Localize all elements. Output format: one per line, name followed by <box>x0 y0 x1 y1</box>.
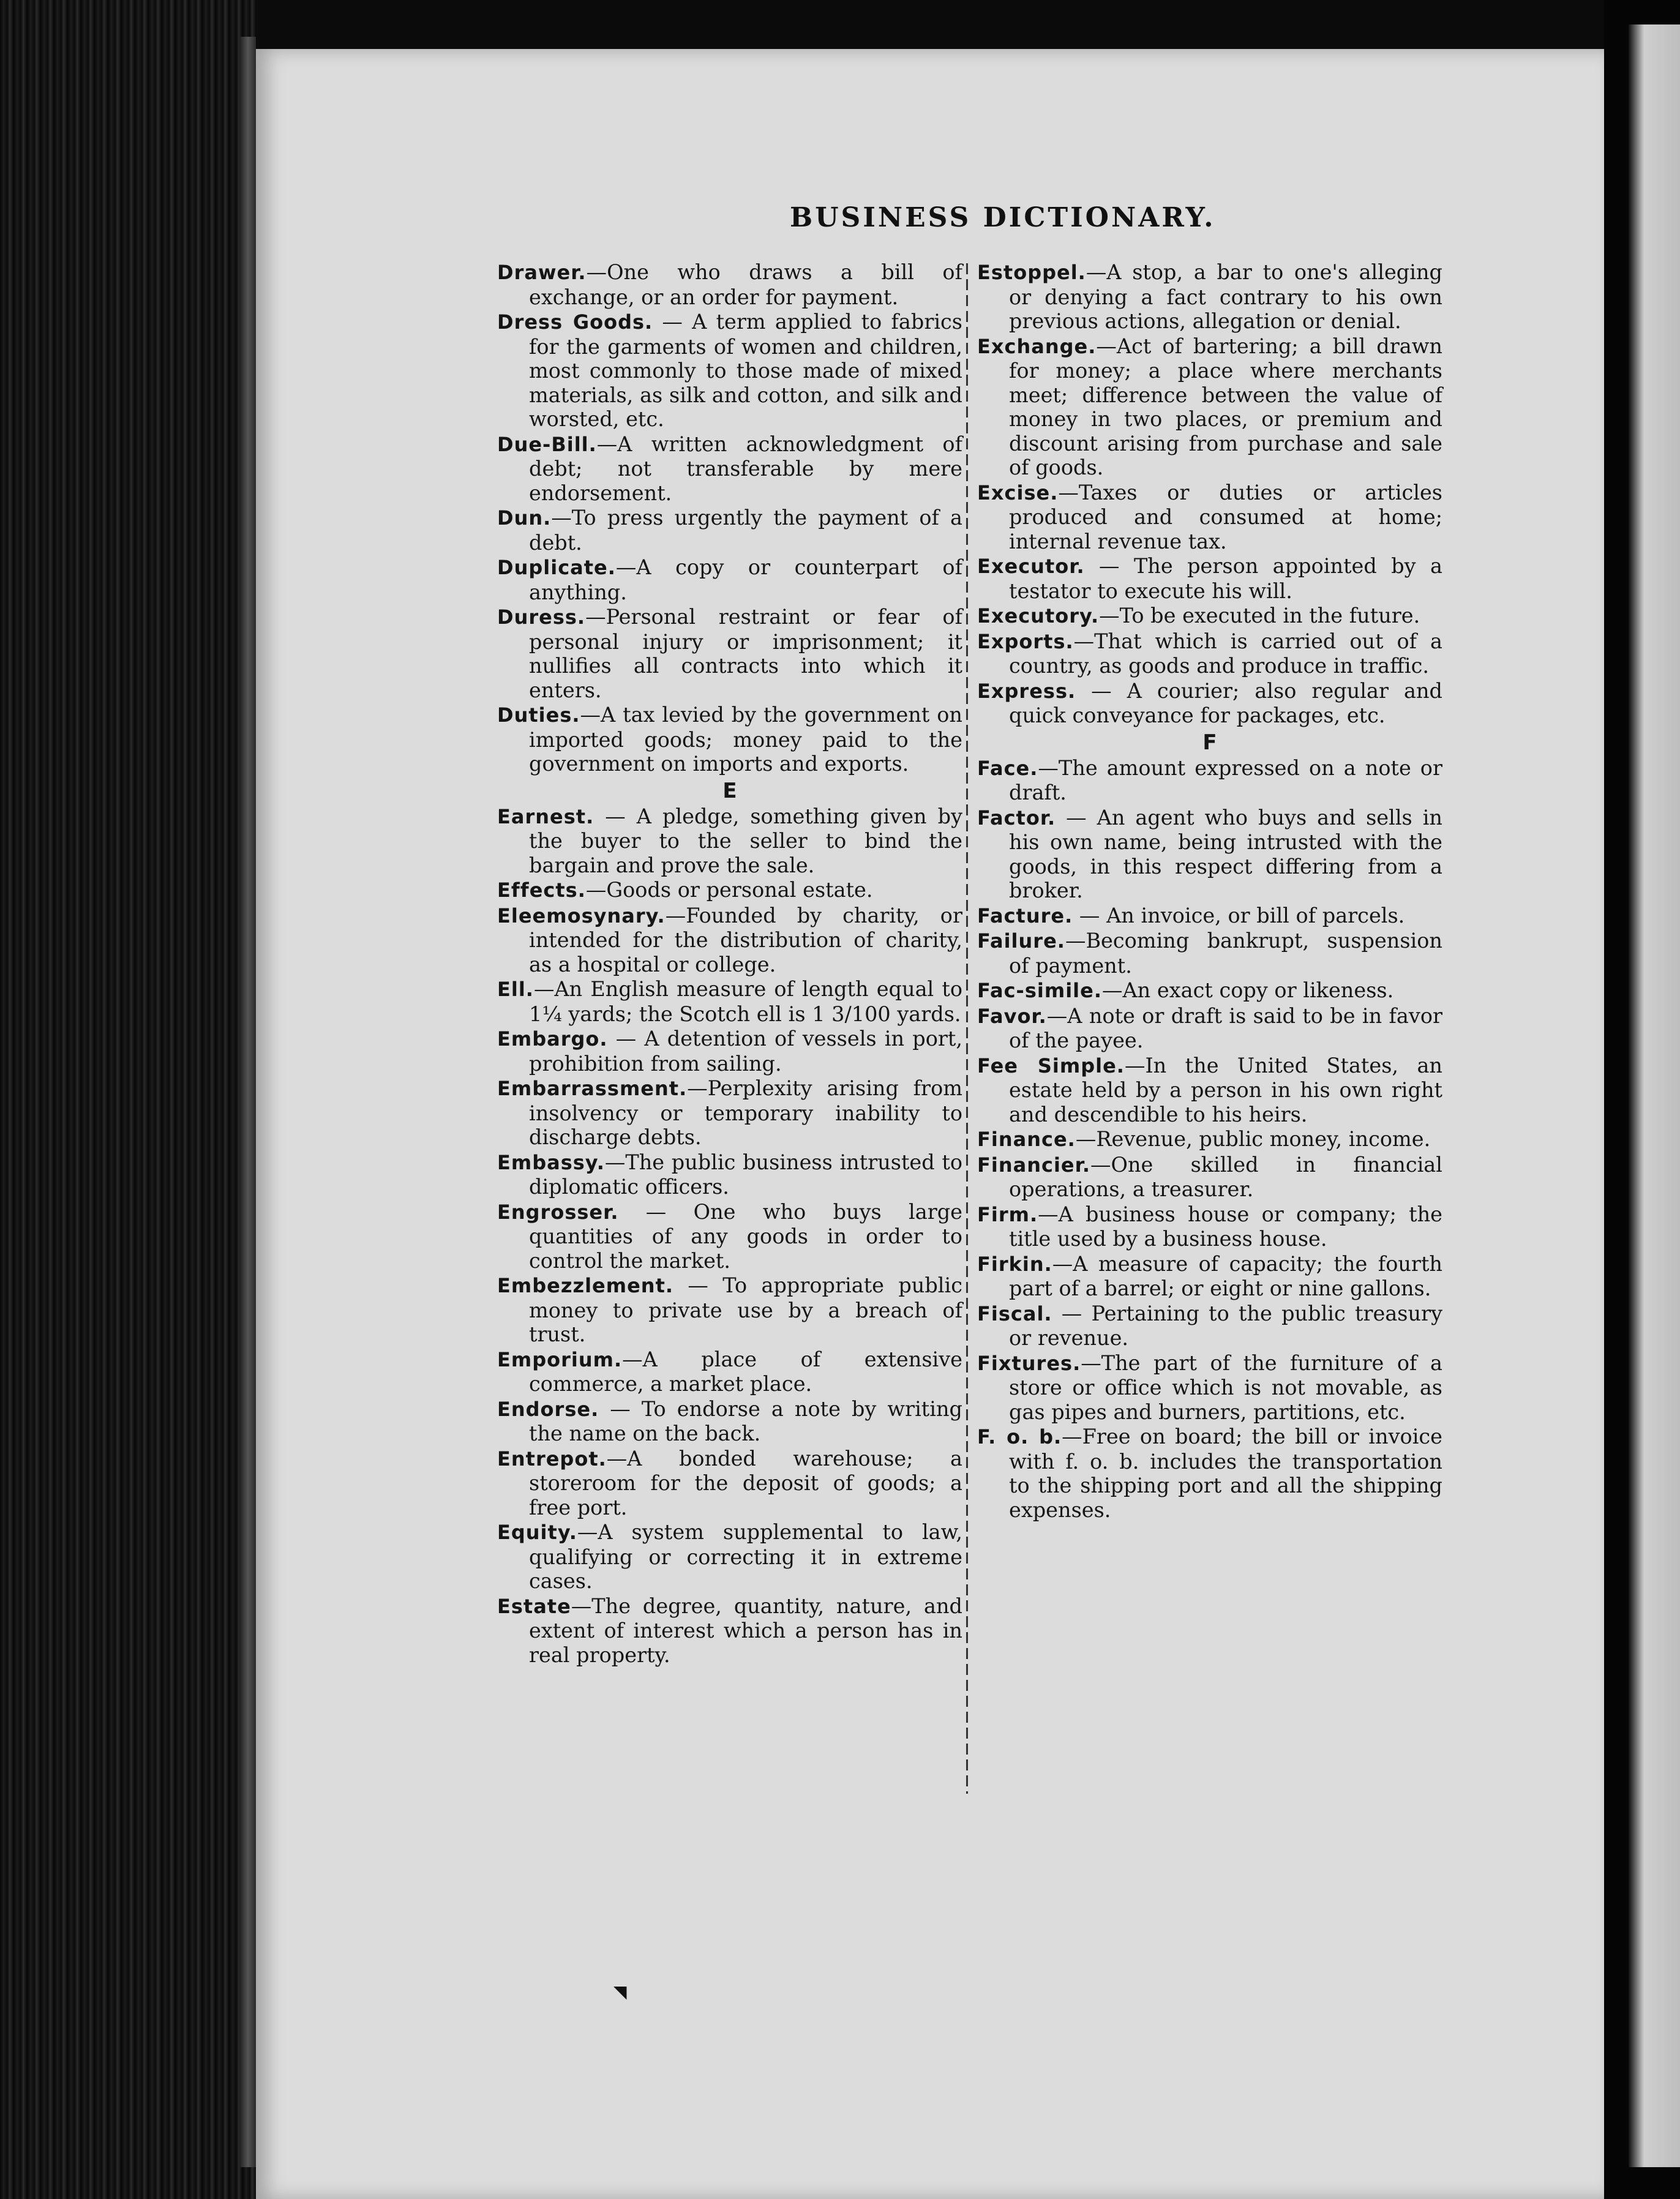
entry-definition: —Revenue, public money, income. <box>1075 1127 1431 1151</box>
section-letter: F <box>1202 730 1217 755</box>
dictionary-entry <box>977 806 1442 903</box>
dictionary-entry <box>977 1153 1442 1202</box>
entry-definition: — To endorse a note by writing the name on the back. <box>529 1396 962 1445</box>
dictionary-entry <box>497 310 962 432</box>
entry-definition: —An English measure of length equal to 1¼ yards; the Scotch ell is 1 3/100 yards. <box>529 977 962 1026</box>
entry-definition: —To press urgently the payment of a debt. <box>529 506 962 555</box>
entry-definition: — The person appointed by a testator to execute his will. <box>1009 554 1442 603</box>
entry-definition: —A copy or counterpart of anything. <box>529 555 962 604</box>
dictionary-entry <box>977 260 1442 334</box>
dictionary-entry <box>977 1351 1442 1425</box>
entry-definition: —A measure of capacity; the fourth part of a barrel; or eight or nine gallons. <box>1009 1251 1442 1300</box>
entry-definition: —A tax levied by the government on imported goods; money paid to the government on imports and exports. <box>529 703 962 776</box>
entry-definition: — To appropriate public money to private use by a breach of trust. <box>529 1273 962 1346</box>
entry-term: Failure. <box>977 929 1065 953</box>
dictionary-entry <box>497 904 962 977</box>
right-column <box>977 260 1442 1523</box>
entry-term: Duress. <box>497 605 586 629</box>
entry-definition: —Founded by charity, or intended for the distribution of charity, as a hospital or college. <box>529 903 962 976</box>
entry-term: Embassy. <box>497 1150 605 1174</box>
running-head: BUSINESS DICTIONARY. <box>790 202 1216 233</box>
dictionary-entry <box>497 432 962 506</box>
entry-definition: —Perplexity arising from insolvency or temporary inability to discharge debts. <box>529 1076 962 1149</box>
entry-definition: —A business house or company; the title used by a business house. <box>1009 1202 1442 1251</box>
dictionary-entry <box>977 481 1442 554</box>
dictionary-entry <box>977 1302 1442 1350</box>
entry-term: Entrepot. <box>497 1447 607 1470</box>
entry-term: Earnest. <box>497 804 594 828</box>
dictionary-entry <box>497 506 962 555</box>
entry-term: Dun. <box>497 506 552 530</box>
entry-term: Dress Goods. <box>497 310 653 334</box>
entry-definition: —One who draws a bill of exchange, or an order for payment. <box>529 260 962 309</box>
entry-term: Excise. <box>977 481 1059 504</box>
entry-definition: —The public business intrusted to diplomatic officers. <box>529 1150 962 1199</box>
entry-definition: —An exact copy or likeness. <box>1101 978 1394 1002</box>
dictionary-entry <box>977 1004 1442 1053</box>
entry-term: Engrosser. <box>497 1200 619 1224</box>
entry-term: Due-Bill. <box>497 432 597 456</box>
book-spine <box>0 0 256 2199</box>
entry-definition: —A bonded warehouse; a storeroom for the deposit of goods; a free port. <box>529 1446 962 1519</box>
entry-term: Factor. <box>977 806 1056 830</box>
entry-definition: —A system supplemental to law, qualifying or correcting it in extreme cases. <box>529 1520 962 1593</box>
dictionary-entry <box>497 977 962 1026</box>
entry-term: Firm. <box>977 1202 1038 1226</box>
entry-definition: —The amount expressed on a note or draft. <box>1009 755 1442 804</box>
dictionary-entry <box>497 260 962 309</box>
entry-term: Executor. <box>977 555 1085 578</box>
entry-term: Duplicate. <box>497 556 616 579</box>
entry-definition: —A written acknowledgment of debt; not transferable by mere endorsement. <box>529 432 962 505</box>
column-divider <box>966 263 968 1794</box>
entry-term: F. o. b. <box>977 1425 1062 1448</box>
next-page-sliver <box>1629 24 1680 2167</box>
entry-term: Facture. <box>977 904 1073 927</box>
section-letter: E <box>722 778 737 803</box>
entry-term: Favor. <box>977 1004 1047 1028</box>
dictionary-entry <box>497 1076 962 1150</box>
dictionary-entry <box>977 978 1442 1003</box>
dictionary-entry <box>497 1027 962 1076</box>
entry-term: Fiscal. <box>977 1302 1052 1325</box>
dictionary-entry <box>497 555 962 604</box>
dictionary-entry <box>497 1397 962 1446</box>
dictionary-entry <box>977 904 1442 929</box>
entry-definition: —To be executed in the future. <box>1099 604 1420 627</box>
entry-term: Emporium. <box>497 1347 623 1371</box>
dictionary-entry <box>977 1252 1442 1301</box>
entry-definition: — A pledge, something given by the buyer to the seller to bind the bargain and prove the sale. <box>529 804 962 877</box>
entry-term: Ell. <box>497 978 534 1001</box>
entry-term: Equity. <box>497 1521 577 1544</box>
entry-definition: —One skilled in financial operations, a treasurer. <box>1009 1152 1442 1201</box>
dictionary-entry <box>497 878 962 903</box>
dictionary-entry <box>977 1127 1442 1152</box>
dictionary-entry <box>497 1200 962 1273</box>
entry-definition: —Act of bartering; a bill drawn for money; a place where merchants meet; difference between the value of money in two places, or premium and discount arising from purchase and sale of goods. <box>1009 334 1442 479</box>
entry-definition: —Goods or personal estate. <box>585 878 873 902</box>
entry-definition: — Pertaining to the public treasury or revenue. <box>1009 1301 1442 1350</box>
entry-definition: —Free on board; the bill or invoice with f. o. b. includes the transportation to the shipping port and all the shipping expenses. <box>1009 1425 1442 1522</box>
entry-definition: —Becoming bankrupt, suspension of payment. <box>1009 929 1442 978</box>
entry-definition: — An invoice, or bill of parcels. <box>1073 903 1405 927</box>
dictionary-entry <box>977 756 1442 805</box>
dictionary-entry <box>497 1447 962 1520</box>
entry-term: Financier. <box>977 1153 1090 1177</box>
entry-term: Eleemosynary. <box>497 904 666 927</box>
entry-definition: — A courier; also regular and quick conveyance for packages, etc. <box>1009 678 1442 727</box>
dictionary-entry <box>977 679 1442 728</box>
dictionary-entry <box>977 604 1442 629</box>
dictionary-entry <box>977 1425 1442 1522</box>
entry-term: Estate <box>497 1594 571 1618</box>
entry-term: Endorse. <box>497 1397 599 1421</box>
entry-term: Duties. <box>497 703 580 727</box>
entry-definition: —A place of extensive commerce, a market place. <box>529 1347 962 1396</box>
entry-definition: — A detention of vessels in port, prohibition from sailing. <box>529 1027 962 1076</box>
dictionary-entry <box>497 1150 962 1199</box>
entry-term: Embargo. <box>497 1027 608 1051</box>
dictionary-entry <box>497 605 962 702</box>
entry-definition: —Taxes or duties or articles produced and consumed at home; internal revenue tax. <box>1009 480 1442 553</box>
entry-term: Fee Simple. <box>977 1054 1125 1077</box>
entry-definition: —The part of the furniture of a store or office which is not movable, as gas pipes and burners, partitions, etc. <box>1009 1350 1442 1424</box>
entry-term: Executory. <box>977 604 1100 627</box>
dictionary-entry <box>977 554 1442 603</box>
entry-definition: —Personal restraint or fear of personal injury or imprisonment; it nullifies all contracts into which it enters. <box>529 605 962 702</box>
left-column <box>497 260 962 1668</box>
entry-term: Face. <box>977 756 1038 780</box>
entry-term: Exchange. <box>977 334 1097 358</box>
entry-term: Fixtures. <box>977 1351 1081 1375</box>
entry-definition: —The degree, quantity, nature, and extent of interest which a person has in real property. <box>529 1594 962 1667</box>
dictionary-entry <box>977 629 1442 678</box>
entry-term: Finance. <box>977 1128 1076 1151</box>
dictionary-entry <box>497 1520 962 1594</box>
page-stack-edge <box>240 37 256 2167</box>
stray-ink-mark: ◥ <box>613 1982 627 2002</box>
dictionary-entry <box>497 703 962 776</box>
dictionary-entry <box>497 1347 962 1396</box>
entry-definition: —A note or draft is said to be in favor of the payee. <box>1009 1003 1442 1052</box>
entry-definition: — A term applied to fabrics for the garments of women and children, most commonly to those made of mixed materials, as silk and cotton, and silk and worsted, etc. <box>529 310 962 431</box>
dictionary-entry <box>497 1273 962 1347</box>
entry-term: Estoppel. <box>977 261 1086 284</box>
entry-definition: —That which is carried out of a country, as goods and produce in traffic. <box>1009 629 1442 678</box>
entry-definition: —In the United States, an estate held by a person in his own right and descendible to his heirs. <box>1009 1053 1442 1126</box>
dictionary-entry <box>977 1054 1442 1127</box>
dictionary-entry <box>497 804 962 878</box>
entry-term: Embezzlement. <box>497 1274 674 1297</box>
entry-term: Express. <box>977 679 1076 703</box>
dictionary-entry <box>977 334 1442 480</box>
entry-definition: — One who buys large quantities of any goods in order to control the market. <box>529 1199 962 1273</box>
dictionary-entry <box>497 1594 962 1668</box>
entry-definition: —A stop, a bar to one's alleging or denying a fact contrary to his own previous actions, allegation or denial. <box>1009 260 1442 333</box>
dictionary-entry <box>977 929 1442 978</box>
entry-term: Effects. <box>497 878 586 902</box>
entry-term: Embarrassment. <box>497 1077 688 1100</box>
dictionary-entry <box>977 1202 1442 1251</box>
entry-term: Fac-simile. <box>977 979 1102 1002</box>
entry-term: Exports. <box>977 629 1074 653</box>
entry-definition: — An agent who buys and sells in his own name, being intrusted with the goods, in this respect differing from a broker. <box>1009 805 1442 902</box>
entry-term: Drawer. <box>497 261 587 284</box>
entry-term: Firkin. <box>977 1252 1052 1276</box>
